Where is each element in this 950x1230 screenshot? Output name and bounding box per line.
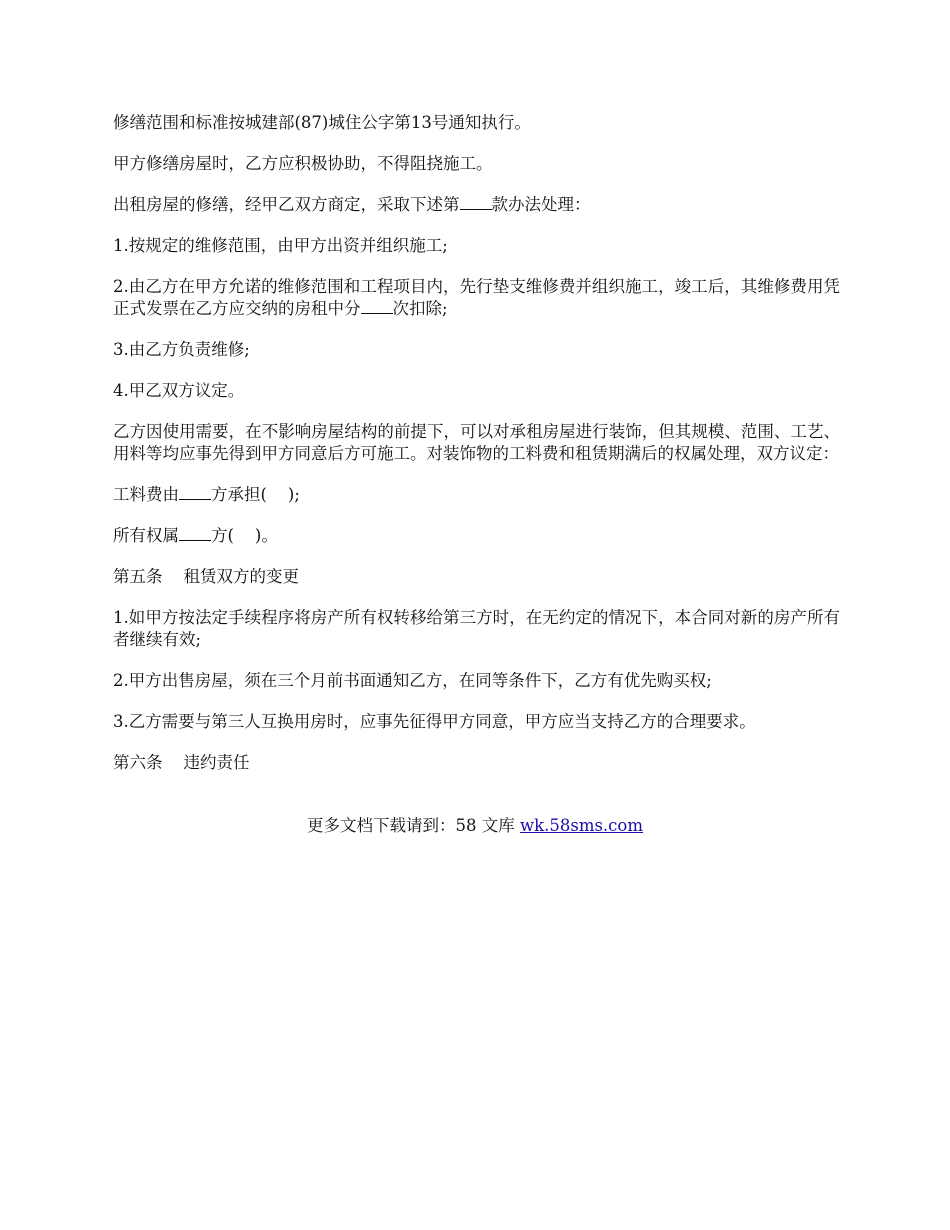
footer-link[interactable]: wk.58sms.com: [519, 816, 643, 835]
paragraph-repair-scope: 修缮范围和标准按城建部(87)城住公字第13号通知执行。: [113, 113, 531, 132]
paragraph-option-4: 4.甲乙双方议定。: [113, 381, 245, 400]
document-body: [113, 112, 840, 793]
paragraph-option-3: 3.由乙方负责维修;: [113, 340, 250, 359]
paragraph-change-3: 3.乙方需要与第三人互换用房时，应事先征得甲方同意，甲方应当支持乙方的合理要求。: [113, 712, 756, 731]
paragraph-option-2-before: 2.由乙方在甲方允诺的维修范围和工程项目内，先行垫支维修费并组织施工，竣工后，其维修费用凭正式发票在乙方应交纳的房租中分: [113, 277, 840, 318]
fill-in-blank: [179, 525, 211, 541]
paragraph-change-1: 1.如甲方按法定手续程序将房产所有权转移给第三方时，在无约定的情况下，本合同对新的房产所有者继续有效;: [113, 608, 840, 649]
fill-in-blank: [361, 298, 393, 314]
paragraph-repair-method-after: 款办法处理：: [491, 195, 591, 214]
paragraph-option-2: [113, 276, 840, 320]
paragraph-material-cost: [113, 484, 840, 506]
paragraph-option-2-after: 次扣除;: [392, 299, 448, 318]
paragraph-ownership-after: 方( )。: [211, 526, 278, 545]
paragraph-material-cost-after: 方承担( );: [211, 485, 300, 504]
paragraph-ownership-before: 所有权属: [113, 526, 179, 545]
paragraph-option-1: 1.按规定的维修范围，由甲方出资并组织施工;: [113, 236, 448, 255]
section-heading-article-5: 第五条 租赁双方的变更: [113, 567, 299, 586]
fill-in-blank: [460, 194, 492, 210]
fill-in-blank: [179, 484, 211, 500]
paragraph-repair-method-before: 出租房屋的修缮，经甲乙双方商定，采取下述第: [113, 195, 460, 214]
footer: [0, 815, 950, 837]
paragraph-change-2: 2.甲方出售房屋，须在三个月前书面通知乙方，在同等条件下，乙方有优先购买权;: [113, 671, 712, 690]
footer-text: 更多文档下载请到：58 文库: [306, 816, 520, 835]
paragraph-cooperation: 甲方修缮房屋时，乙方应积极协助，不得阻挠施工。: [113, 154, 493, 173]
paragraph-material-cost-before: 工料费由: [113, 485, 179, 504]
paragraph-ownership: [113, 525, 840, 547]
paragraph-decoration: 乙方因使用需要，在不影响房屋结构的前提下，可以对承租房屋进行装饰，但其规模、范围、工艺、用料等均应事先得到甲方同意后方可施工。对装饰物的工料费和租赁期满后的权属处理，双方议定：: [113, 422, 840, 463]
paragraph-repair-method: [113, 194, 840, 216]
section-heading-article-6: 第六条 违约责任: [113, 753, 250, 772]
